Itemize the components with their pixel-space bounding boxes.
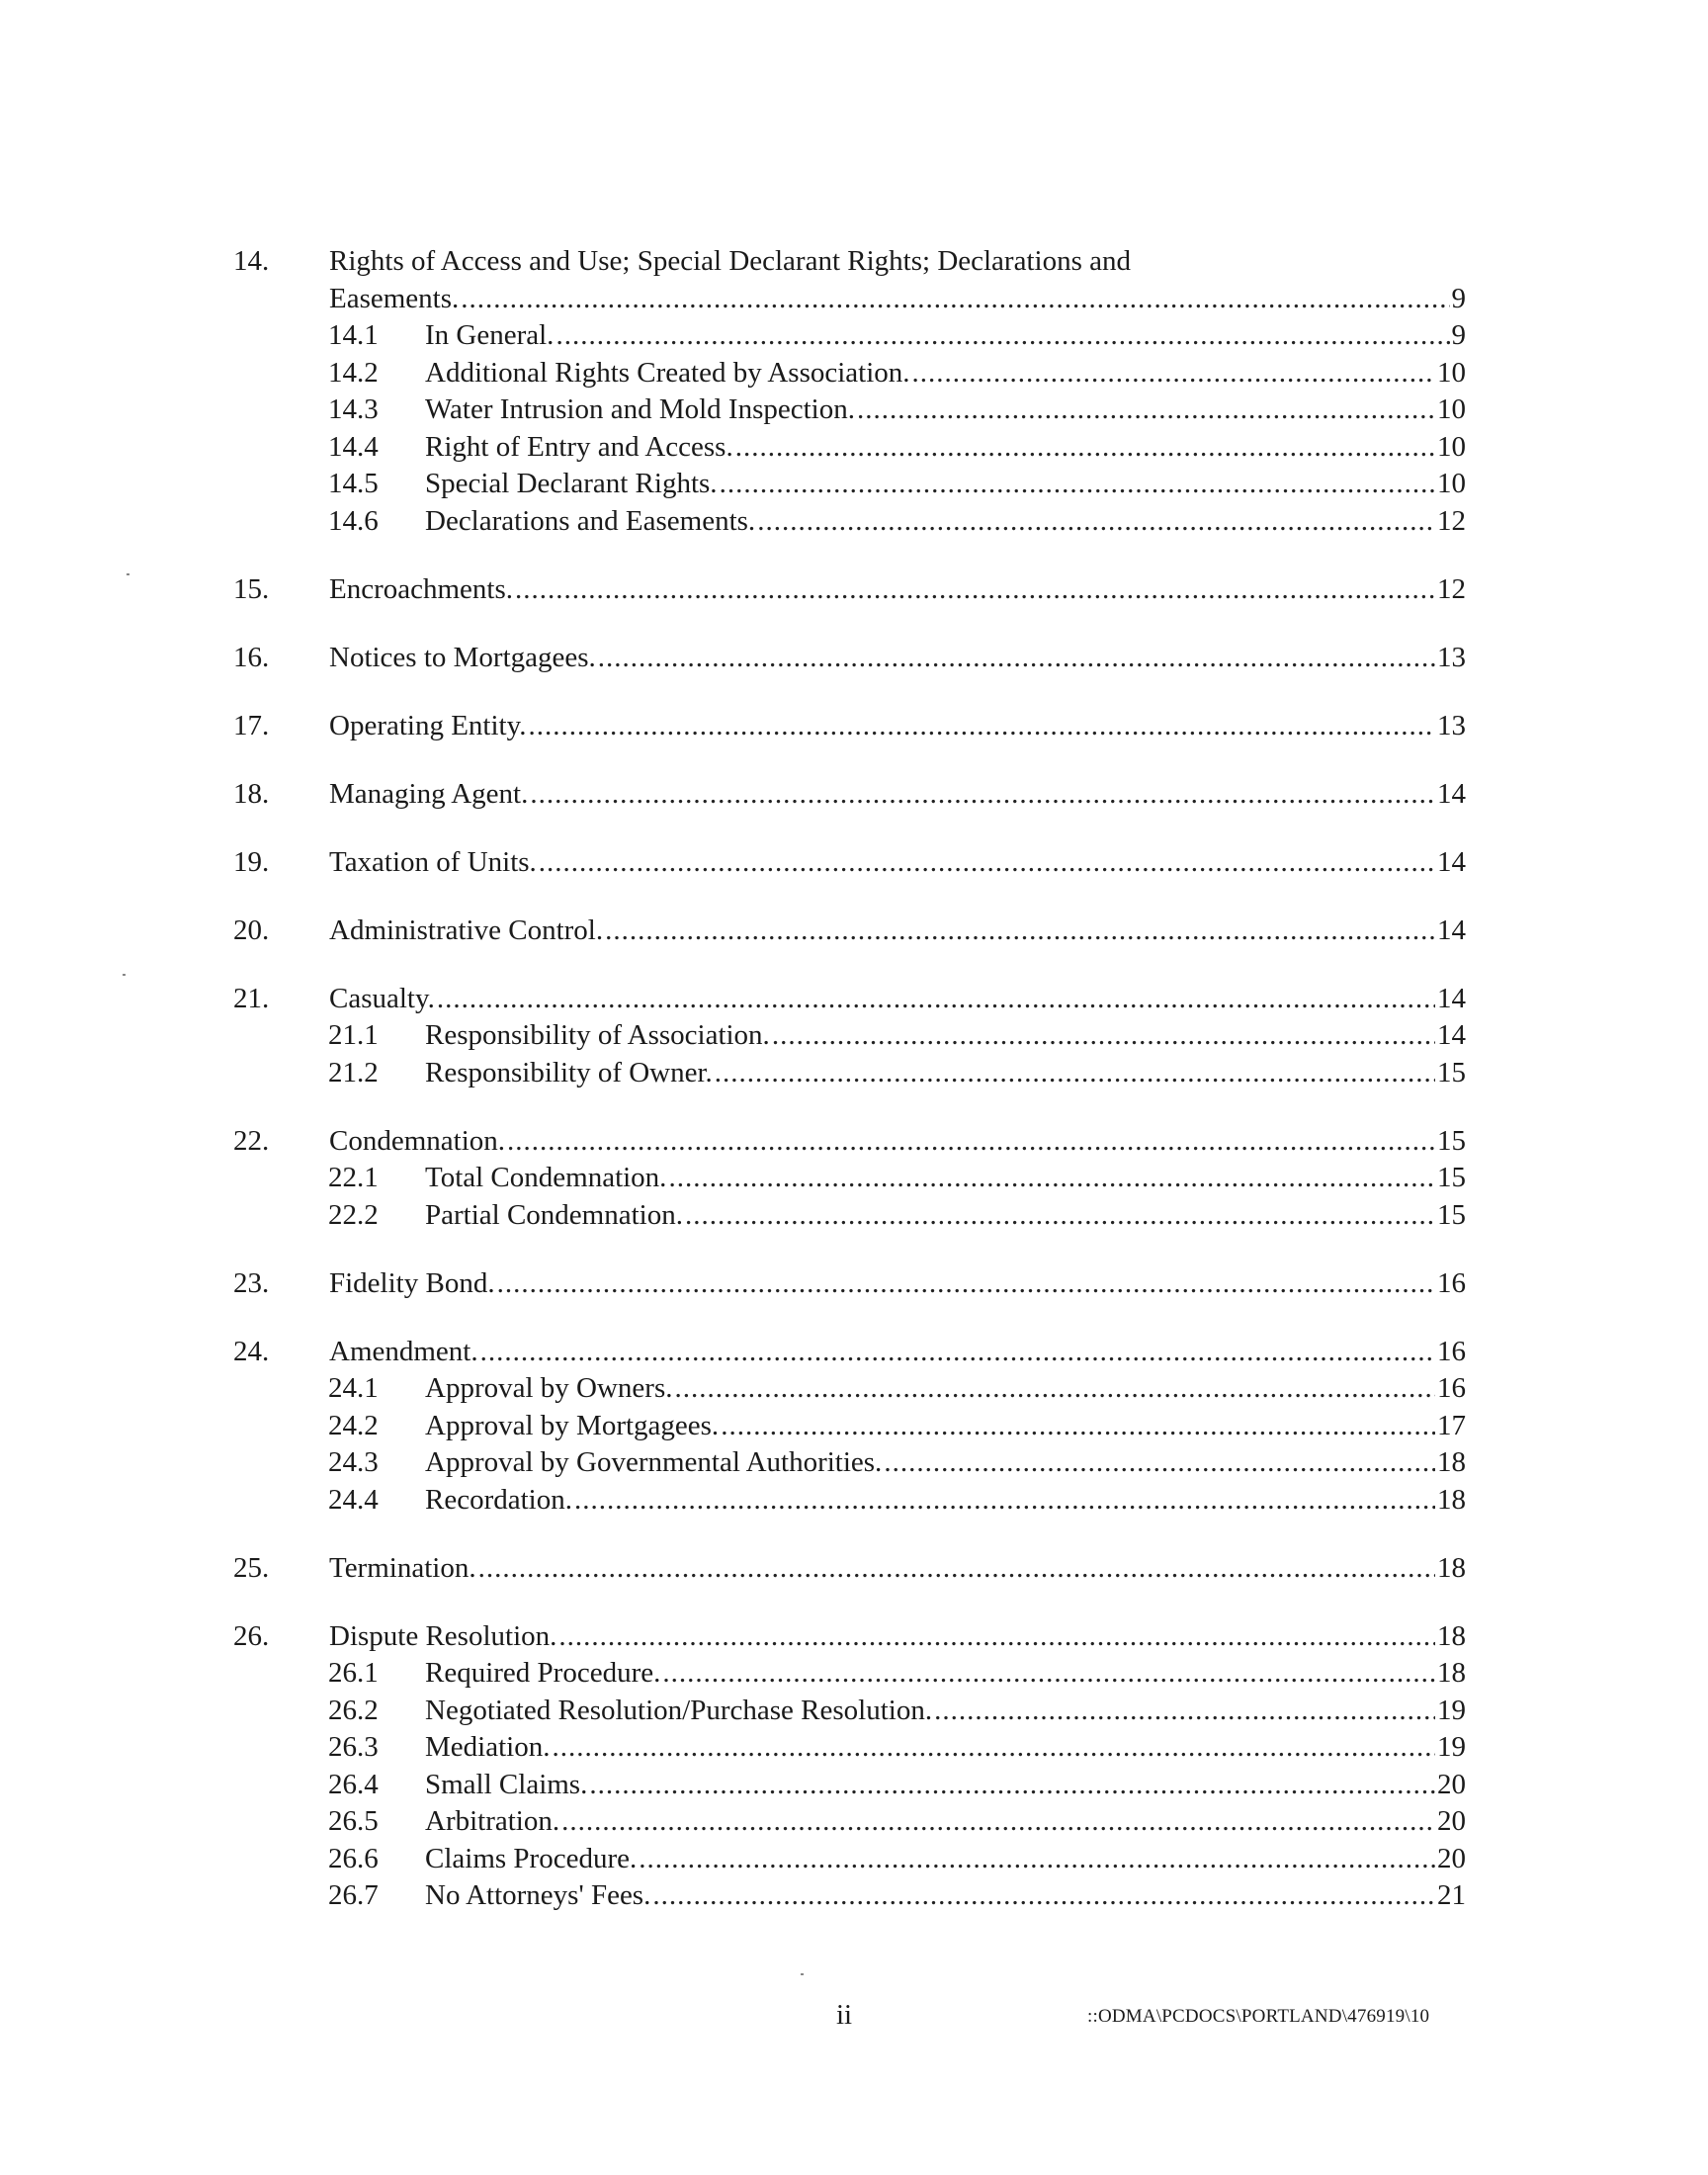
subsection-page: 10 [1437, 356, 1466, 389]
dot-leader [715, 1055, 1435, 1090]
subsection-entry[interactable] [425, 1841, 1466, 1876]
section-number: 19. [233, 845, 270, 878]
section-number: 25. [233, 1551, 270, 1584]
section-page: 18 [1437, 1619, 1466, 1652]
section-entry[interactable] [329, 844, 1466, 880]
dot-leader [528, 708, 1435, 743]
subsection-number: 14.5 [328, 468, 379, 499]
subsection-number: 14.4 [328, 430, 379, 463]
section-page: 14 [1437, 914, 1466, 946]
scan-speck [123, 974, 126, 976]
subsection-title: Small Claims. [425, 1768, 588, 1800]
subsection-page: 18 [1437, 1446, 1466, 1478]
dot-leader [555, 317, 1449, 353]
subsection-entry[interactable] [425, 466, 1466, 501]
subsection-entry[interactable] [425, 1444, 1466, 1480]
subsection-entry[interactable] [425, 1482, 1466, 1518]
subsection-page: 16 [1437, 1372, 1466, 1404]
subsection-page: 18 [1437, 1483, 1466, 1516]
dot-leader [757, 503, 1435, 539]
section-title: Notices to Mortgagees. [329, 641, 596, 673]
subsection-page: 19 [1437, 1731, 1466, 1763]
subsection-title: Declarations and Easements. [425, 504, 756, 537]
dot-leader [497, 1265, 1435, 1301]
subsection-page: 19 [1437, 1694, 1466, 1726]
dot-leader [461, 281, 1449, 316]
section-title: Termination. [329, 1551, 476, 1584]
subsection-entry[interactable] [425, 1160, 1466, 1195]
section-number: 14. [233, 245, 270, 277]
section-page: 13 [1437, 641, 1466, 673]
dot-leader [721, 1408, 1435, 1443]
dot-leader [720, 466, 1435, 501]
section-page: 12 [1437, 572, 1466, 605]
subsection-page: 20 [1437, 1768, 1466, 1800]
subsection-entry[interactable] [425, 1803, 1466, 1839]
section-entry[interactable] [329, 571, 1466, 607]
subsection-page: 10 [1437, 393, 1466, 425]
section-page: 14 [1437, 777, 1466, 810]
section-title: Encroachments. [329, 572, 514, 605]
subsection-title: Mediation. [425, 1731, 551, 1763]
subsection-entry[interactable] [425, 317, 1466, 353]
subsection-title: Right of Entry and Access. [425, 430, 733, 463]
subsection-title: Negotiated Resolution/Purchase Resolution. [425, 1694, 933, 1726]
subsection-title: Arbitration. [425, 1805, 560, 1837]
subsection-entry[interactable] [425, 1055, 1466, 1090]
scan-speck [127, 573, 129, 575]
subsection-title: Total Condemnation. [425, 1162, 667, 1193]
section-page: 14 [1437, 982, 1466, 1014]
dot-leader [605, 913, 1435, 948]
section-title: Casualty. [329, 982, 435, 1014]
section-number: 26. [233, 1619, 270, 1652]
section-entry[interactable] [329, 281, 1466, 316]
subsection-number: 21.2 [328, 1056, 379, 1088]
dot-leader [912, 355, 1435, 391]
subsection-entry[interactable] [425, 1767, 1466, 1802]
subsection-number: 14.1 [328, 319, 379, 351]
section-title[interactable]: Rights of Access and Use; Special Declarant Rights; Declarations and [329, 245, 1131, 277]
subsection-entry[interactable] [425, 1197, 1466, 1233]
section-number: 24. [233, 1335, 270, 1367]
dot-leader [639, 1841, 1435, 1876]
section-page: 9 [1451, 282, 1466, 314]
subsection-title: Approval by Mortgagees. [425, 1409, 720, 1441]
subsection-page: 15 [1437, 1056, 1466, 1088]
section-title: Operating Entity. [329, 709, 527, 741]
dot-leader [772, 1017, 1435, 1053]
subsection-title: Additional Rights Created by Association. [425, 356, 910, 389]
subsection-number: 14.2 [328, 356, 379, 389]
dot-leader [589, 1767, 1435, 1802]
subsection-entry[interactable] [425, 1693, 1466, 1728]
section-entry[interactable] [329, 981, 1466, 1016]
section-page: 13 [1437, 709, 1466, 741]
subsection-title: No Attorneys' Fees. [425, 1879, 651, 1911]
dot-leader [934, 1693, 1435, 1728]
subsection-number: 24.1 [328, 1372, 379, 1404]
section-title: Administrative Control. [329, 914, 604, 946]
section-number: 16. [233, 641, 270, 673]
subsection-number: 26.6 [328, 1842, 379, 1874]
subsection-number: 14.3 [328, 393, 379, 425]
dot-leader [735, 429, 1435, 465]
section-entry[interactable] [329, 640, 1466, 675]
subsection-number: 26.7 [328, 1879, 379, 1911]
subsection-title: Responsibility of Owner. [425, 1056, 713, 1088]
subsection-page: 20 [1437, 1805, 1466, 1837]
section-number: 20. [233, 914, 270, 946]
subsection-number: 24.2 [328, 1409, 379, 1441]
subsection-number: 26.5 [328, 1805, 379, 1837]
section-title: Dispute Resolution. [329, 1619, 557, 1652]
subsection-title: In General. [425, 319, 555, 351]
subsection-page: 15 [1437, 1162, 1466, 1193]
subsection-number: 26.4 [328, 1768, 379, 1800]
subsection-entry[interactable] [425, 355, 1466, 391]
dot-leader [515, 571, 1435, 607]
subsection-title: Approval by Owners. [425, 1372, 673, 1404]
dot-leader [437, 981, 1435, 1016]
dot-leader [884, 1444, 1435, 1480]
subsection-entry[interactable] [425, 392, 1466, 427]
dot-leader [507, 1123, 1435, 1159]
section-title: Managing Agent. [329, 777, 529, 810]
dot-leader [857, 392, 1435, 427]
section-title: Fidelity Bond. [329, 1266, 495, 1299]
subsection-page: 9 [1451, 319, 1466, 351]
subsection-page: 10 [1437, 430, 1466, 463]
subsection-number: 26.3 [328, 1731, 379, 1763]
section-number: 22. [233, 1124, 270, 1157]
section-entry[interactable] [329, 1123, 1466, 1159]
section-entry[interactable] [329, 708, 1466, 743]
subsection-number: 14.6 [328, 504, 379, 537]
subsection-title: Recordation. [425, 1483, 572, 1516]
subsection-entry[interactable] [425, 1408, 1466, 1443]
subsection-page: 20 [1437, 1842, 1466, 1874]
subsection-entry[interactable] [425, 1017, 1466, 1053]
subsection-title: Responsibility of Association. [425, 1019, 770, 1051]
subsection-number: 24.4 [328, 1483, 379, 1516]
subsection-page: 18 [1437, 1657, 1466, 1689]
section-title: Taxation of Units. [329, 845, 537, 878]
section-entry[interactable] [329, 1265, 1466, 1301]
dot-leader [685, 1197, 1435, 1233]
section-number: 15. [233, 572, 270, 605]
subsection-page: 21 [1437, 1879, 1466, 1911]
dot-leader [662, 1655, 1435, 1691]
subsection-entry[interactable] [425, 429, 1466, 465]
subsection-entry[interactable] [425, 1655, 1466, 1691]
section-page: 16 [1437, 1266, 1466, 1299]
subsection-title: Approval by Governmental Authorities. [425, 1446, 883, 1478]
section-entry[interactable] [329, 776, 1466, 812]
document-path: ::ODMA\PCDOCS\PORTLAND\476919\10 [1087, 2006, 1430, 2027]
subsection-number: 24.3 [328, 1446, 379, 1478]
subsection-number: 26.1 [328, 1657, 379, 1689]
scan-speck [801, 1973, 804, 1975]
subsection-page: 10 [1437, 468, 1466, 499]
section-entry[interactable] [329, 1334, 1466, 1369]
subsection-title: Special Declarant Rights. [425, 468, 718, 499]
subsection-entry[interactable] [425, 1729, 1466, 1765]
subsection-page: 17 [1437, 1409, 1466, 1441]
section-number: 17. [233, 709, 270, 741]
dot-leader [558, 1618, 1435, 1654]
dot-leader [530, 776, 1435, 812]
section-entry[interactable] [329, 1550, 1466, 1586]
section-page: 15 [1437, 1124, 1466, 1157]
dot-leader [598, 640, 1435, 675]
subsection-number: 22.2 [328, 1198, 379, 1231]
subsection-number: 22.1 [328, 1162, 379, 1193]
dot-leader [674, 1370, 1435, 1406]
dot-leader [574, 1482, 1435, 1518]
dot-leader [668, 1160, 1435, 1195]
subsection-page: 15 [1437, 1198, 1466, 1231]
subsection-number: 26.2 [328, 1694, 379, 1726]
section-page: 16 [1437, 1335, 1466, 1367]
subsection-title: Partial Condemnation. [425, 1198, 683, 1231]
subsection-title: Water Intrusion and Mold Inspection. [425, 393, 855, 425]
section-entry[interactable] [329, 1618, 1466, 1654]
dot-leader [480, 1334, 1435, 1369]
section-number: 23. [233, 1266, 270, 1299]
section-number: 18. [233, 777, 270, 810]
dot-leader [478, 1550, 1435, 1586]
subsection-page: 12 [1437, 504, 1466, 537]
subsection-page: 14 [1437, 1019, 1466, 1051]
subsection-title: Claims Procedure. [425, 1842, 638, 1874]
section-title: Condemnation. [329, 1124, 506, 1157]
dot-leader [539, 844, 1435, 880]
section-title: Amendment. [329, 1335, 478, 1367]
dot-leader [652, 1877, 1435, 1913]
subsection-entry[interactable] [425, 1877, 1466, 1913]
section-page: 14 [1437, 845, 1466, 878]
subsection-title: Required Procedure. [425, 1657, 661, 1689]
dot-leader [552, 1729, 1435, 1765]
section-page: 18 [1437, 1551, 1466, 1584]
dot-leader [561, 1803, 1435, 1839]
page-number: ii [836, 1999, 853, 2031]
section-number: 21. [233, 982, 270, 1014]
subsection-entry[interactable] [425, 503, 1466, 539]
subsection-number: 21.1 [328, 1019, 379, 1051]
section-title-continued: Easements. [329, 282, 460, 314]
subsection-entry[interactable] [425, 1370, 1466, 1406]
section-entry[interactable] [329, 913, 1466, 948]
